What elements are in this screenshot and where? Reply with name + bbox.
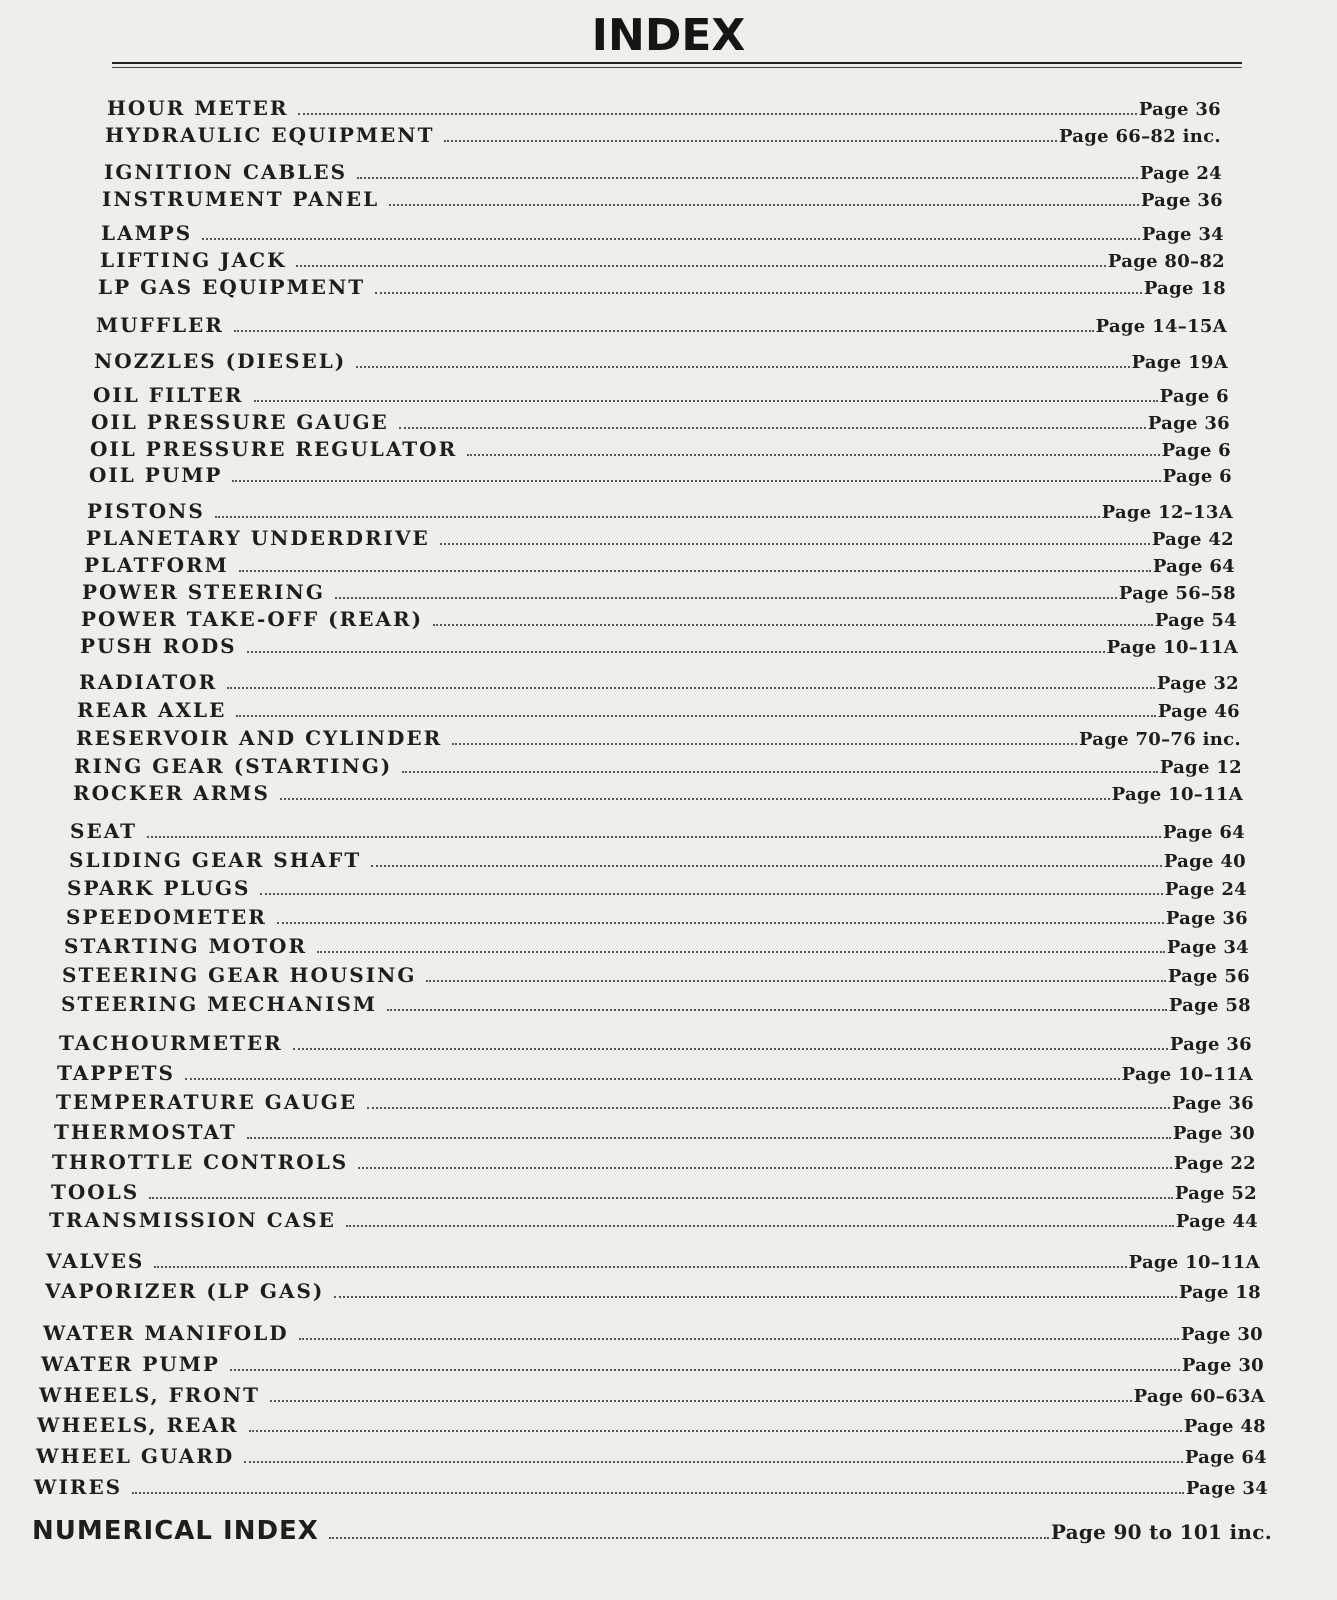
dot-leader xyxy=(387,1009,1167,1011)
entry-label: MUFFLER xyxy=(96,313,224,337)
entry-page: Page 52 xyxy=(1174,1183,1257,1204)
entry-page: Page 36 xyxy=(1147,413,1230,434)
dot-leader xyxy=(280,798,1110,800)
index-entry xyxy=(84,553,1235,581)
index-entry xyxy=(96,313,1227,341)
entry-page: Page 6 xyxy=(1161,440,1231,461)
index-entry xyxy=(62,963,1250,991)
entry-page: Page 34 xyxy=(1141,224,1224,245)
dot-leader xyxy=(334,1296,1176,1298)
dot-leader xyxy=(298,113,1136,115)
index-entry xyxy=(70,819,1245,847)
dot-leader xyxy=(260,893,1162,895)
index-entry xyxy=(93,383,1229,411)
dot-leader xyxy=(132,1492,1184,1494)
entry-page: Page 30 xyxy=(1180,1324,1263,1345)
index-entry xyxy=(77,698,1240,726)
dot-leader xyxy=(270,1400,1132,1402)
numerical-index-entry xyxy=(32,1516,1272,1556)
dot-leader xyxy=(402,771,1158,773)
entry-label: RESERVOIR AND CYLINDER xyxy=(76,726,443,750)
index-entry xyxy=(91,410,1230,438)
dot-leader xyxy=(317,951,1165,953)
dot-leader xyxy=(371,865,1162,867)
entry-label: POWER TAKE-OFF (REAR) xyxy=(81,607,424,631)
index-entry xyxy=(107,96,1221,124)
entry-label: WATER PUMP xyxy=(41,1352,220,1376)
entry-label: NOZZLES (DIESEL) xyxy=(94,349,347,373)
index-entry xyxy=(51,1180,1257,1208)
entry-label: HOUR METER xyxy=(107,96,289,120)
index-entry xyxy=(43,1321,1263,1349)
index-entry xyxy=(64,934,1249,962)
entry-label: LP GAS EQUIPMENT xyxy=(98,275,366,299)
entry-label: ROCKER ARMS xyxy=(73,781,270,805)
index-entry xyxy=(41,1352,1264,1380)
entry-page: Page 40 xyxy=(1163,851,1246,872)
index-entry xyxy=(74,754,1242,782)
entry-label: TEMPERATURE GAUGE xyxy=(56,1090,358,1114)
index-entry xyxy=(80,634,1238,662)
entry-page: Page 64 xyxy=(1162,822,1245,843)
index-entry xyxy=(34,1475,1268,1503)
title-rule-secondary xyxy=(112,67,1242,68)
entry-page: Page 30 xyxy=(1181,1355,1264,1376)
dot-leader xyxy=(149,1197,1173,1199)
entry-label: HYDRAULIC EQUIPMENT xyxy=(105,123,435,147)
index-entry xyxy=(69,848,1246,876)
entry-label: STEERING GEAR HOUSING xyxy=(62,963,417,987)
dot-leader xyxy=(452,743,1077,745)
index-entry xyxy=(45,1279,1261,1307)
entry-page: Page 24 xyxy=(1139,163,1222,184)
entry-label: REAR AXLE xyxy=(77,698,227,722)
entry-page: Page 36 xyxy=(1165,908,1248,929)
index-entry xyxy=(90,437,1231,465)
index-entry xyxy=(100,248,1225,276)
index-entry xyxy=(61,992,1251,1020)
index-entry xyxy=(102,187,1223,215)
dot-leader xyxy=(389,204,1139,206)
dot-leader xyxy=(244,1461,1183,1463)
entry-page: Page 42 xyxy=(1151,529,1234,550)
dot-leader xyxy=(185,1078,1120,1080)
entry-label: WHEELS, FRONT xyxy=(39,1383,260,1407)
index-entry xyxy=(37,1413,1266,1441)
entry-page: Page 44 xyxy=(1175,1211,1258,1232)
index-entry xyxy=(73,781,1243,809)
dot-leader xyxy=(215,516,1100,518)
index-entry xyxy=(52,1150,1256,1178)
dot-leader xyxy=(239,570,1151,572)
entry-page: Page 36 xyxy=(1140,190,1223,211)
index-entry xyxy=(67,876,1247,904)
entry-label: PLATFORM xyxy=(84,553,229,577)
dot-leader xyxy=(467,454,1159,456)
entry-page: Page 90 to 101 inc. xyxy=(1050,1520,1272,1544)
index-entry xyxy=(46,1249,1260,1277)
dot-leader xyxy=(296,265,1105,267)
index-entry xyxy=(54,1120,1255,1148)
entry-page: Page 12–13A xyxy=(1101,502,1233,523)
entry-label: RING GEAR (STARTING) xyxy=(74,754,393,778)
entry-page: Page 58 xyxy=(1168,995,1251,1016)
entry-page: Page 34 xyxy=(1185,1478,1268,1499)
dot-leader xyxy=(249,1430,1182,1432)
entry-page: Page 18 xyxy=(1143,278,1226,299)
dot-leader xyxy=(230,1369,1180,1371)
index-entry xyxy=(86,526,1234,554)
entry-label: PISTONS xyxy=(87,499,205,523)
entry-page: Page 56–58 xyxy=(1118,583,1236,604)
dot-leader xyxy=(247,651,1105,653)
dot-leader xyxy=(293,1048,1168,1050)
entry-label: PUSH RODS xyxy=(80,634,237,658)
index-entry xyxy=(76,726,1241,754)
entry-page: Page 22 xyxy=(1173,1153,1256,1174)
dot-leader xyxy=(254,400,1158,402)
entry-page: Page 64 xyxy=(1152,556,1235,577)
title-rule xyxy=(112,62,1242,64)
dot-leader xyxy=(440,543,1150,545)
dot-leader xyxy=(426,980,1165,982)
entry-page: Page 30 xyxy=(1172,1123,1255,1144)
index-entry xyxy=(87,499,1233,527)
entry-label: TOOLS xyxy=(51,1180,140,1204)
entry-page: Page 56 xyxy=(1167,966,1250,987)
entry-page: Page 60–63A xyxy=(1133,1386,1265,1407)
entry-label: LIFTING JACK xyxy=(100,248,287,272)
dot-leader xyxy=(247,1137,1171,1139)
entry-page: Page 10–11A xyxy=(1106,637,1238,658)
index-entry xyxy=(94,349,1228,377)
entry-page: Page 66–82 inc. xyxy=(1058,126,1221,147)
entry-page: Page 10–11A xyxy=(1121,1064,1253,1085)
entry-page: Page 19A xyxy=(1131,352,1228,373)
dot-leader xyxy=(444,140,1057,142)
page-title: INDEX xyxy=(591,10,746,61)
entry-label: LAMPS xyxy=(101,221,193,245)
entry-page: Page 36 xyxy=(1138,99,1221,120)
entry-label: WIRES xyxy=(34,1475,123,1499)
entry-label: THROTTLE CONTROLS xyxy=(52,1150,349,1174)
dot-leader xyxy=(433,624,1153,626)
dot-leader xyxy=(357,177,1138,179)
entry-page: Page 54 xyxy=(1154,610,1237,631)
dot-leader xyxy=(399,427,1146,429)
index-entry xyxy=(105,123,1221,151)
entry-page: Page 36 xyxy=(1171,1093,1254,1114)
entry-label: OIL PRESSURE GAUGE xyxy=(91,410,389,434)
entry-page: Page 46 xyxy=(1157,701,1240,722)
entry-label: STARTING MOTOR xyxy=(64,934,308,958)
entry-label: OIL PUMP xyxy=(89,463,223,487)
entry-label: OIL FILTER xyxy=(93,383,244,407)
entry-page: Page 12 xyxy=(1159,757,1242,778)
entry-page: Page 6 xyxy=(1162,466,1232,487)
entry-page: Page 64 xyxy=(1184,1447,1267,1468)
index-entry xyxy=(49,1208,1258,1236)
entry-label: INSTRUMENT PANEL xyxy=(102,187,380,211)
entry-label: POWER STEERING xyxy=(82,580,325,604)
entry-page: Page 34 xyxy=(1166,937,1249,958)
dot-leader xyxy=(356,366,1129,368)
dot-leader xyxy=(232,480,1160,482)
index-entry xyxy=(56,1090,1254,1118)
entry-page: Page 70–76 inc. xyxy=(1078,729,1241,750)
index-entry xyxy=(79,670,1239,698)
index-entry xyxy=(104,160,1222,188)
index-entry xyxy=(101,221,1224,249)
entry-label: VALVES xyxy=(46,1249,145,1273)
entry-label: IGNITION CABLES xyxy=(104,160,348,184)
dot-leader xyxy=(346,1225,1174,1227)
entry-page: Page 80–82 xyxy=(1107,251,1225,272)
index-entry xyxy=(59,1031,1252,1059)
dot-leader xyxy=(147,836,1161,838)
entry-label: WATER MANIFOLD xyxy=(43,1321,289,1345)
dot-leader xyxy=(227,687,1155,689)
entry-label: OIL PRESSURE REGULATOR xyxy=(90,437,458,461)
entry-label: WHEELS, REAR xyxy=(37,1413,239,1437)
index-entry xyxy=(66,905,1248,933)
dot-leader xyxy=(236,715,1156,717)
entry-page: Page 32 xyxy=(1156,673,1239,694)
dot-leader xyxy=(234,330,1094,332)
entry-label: TAPPETS xyxy=(57,1061,175,1085)
entry-page: Page 36 xyxy=(1169,1034,1252,1055)
entry-page: Page 24 xyxy=(1164,879,1247,900)
dot-leader xyxy=(335,597,1117,599)
entry-label: TACHOURMETER xyxy=(59,1031,283,1055)
entry-label: RADIATOR xyxy=(79,670,218,694)
entry-label: WHEEL GUARD xyxy=(36,1444,235,1468)
dot-leader xyxy=(154,1266,1126,1268)
entry-label: STEERING MECHANISM xyxy=(61,992,378,1016)
dot-leader xyxy=(367,1107,1170,1109)
dot-leader xyxy=(329,1537,1049,1539)
entry-label: TRANSMISSION CASE xyxy=(49,1208,336,1232)
dot-leader xyxy=(202,238,1140,240)
index-entry xyxy=(57,1061,1253,1089)
index-entry xyxy=(82,580,1236,608)
entry-page: Page 14–15A xyxy=(1095,316,1227,337)
entry-page: Page 6 xyxy=(1159,386,1229,407)
entry-label: VAPORIZER (LP GAS) xyxy=(45,1279,325,1303)
entry-label: SPEEDOMETER xyxy=(66,905,267,929)
index-entry xyxy=(81,607,1237,635)
entry-page: Page 10–11A xyxy=(1111,784,1243,805)
index-entry xyxy=(98,275,1226,303)
entry-label: SEAT xyxy=(70,819,137,843)
entry-page: Page 10–11A xyxy=(1128,1252,1260,1273)
index-entry xyxy=(36,1444,1267,1472)
entry-label: THERMOSTAT xyxy=(54,1120,237,1144)
index-entry xyxy=(89,463,1232,491)
dot-leader xyxy=(375,292,1142,294)
dot-leader xyxy=(358,1167,1172,1169)
entry-label: SPARK PLUGS xyxy=(67,876,251,900)
entry-label: NUMERICAL INDEX xyxy=(32,1516,319,1546)
entry-page: Page 18 xyxy=(1178,1282,1261,1303)
index-entry xyxy=(39,1383,1265,1411)
entry-label: PLANETARY UNDERDRIVE xyxy=(86,526,430,550)
entry-page: Page 48 xyxy=(1183,1416,1266,1437)
dot-leader xyxy=(277,922,1164,924)
dot-leader xyxy=(299,1338,1179,1340)
entry-label: SLIDING GEAR SHAFT xyxy=(69,848,362,872)
